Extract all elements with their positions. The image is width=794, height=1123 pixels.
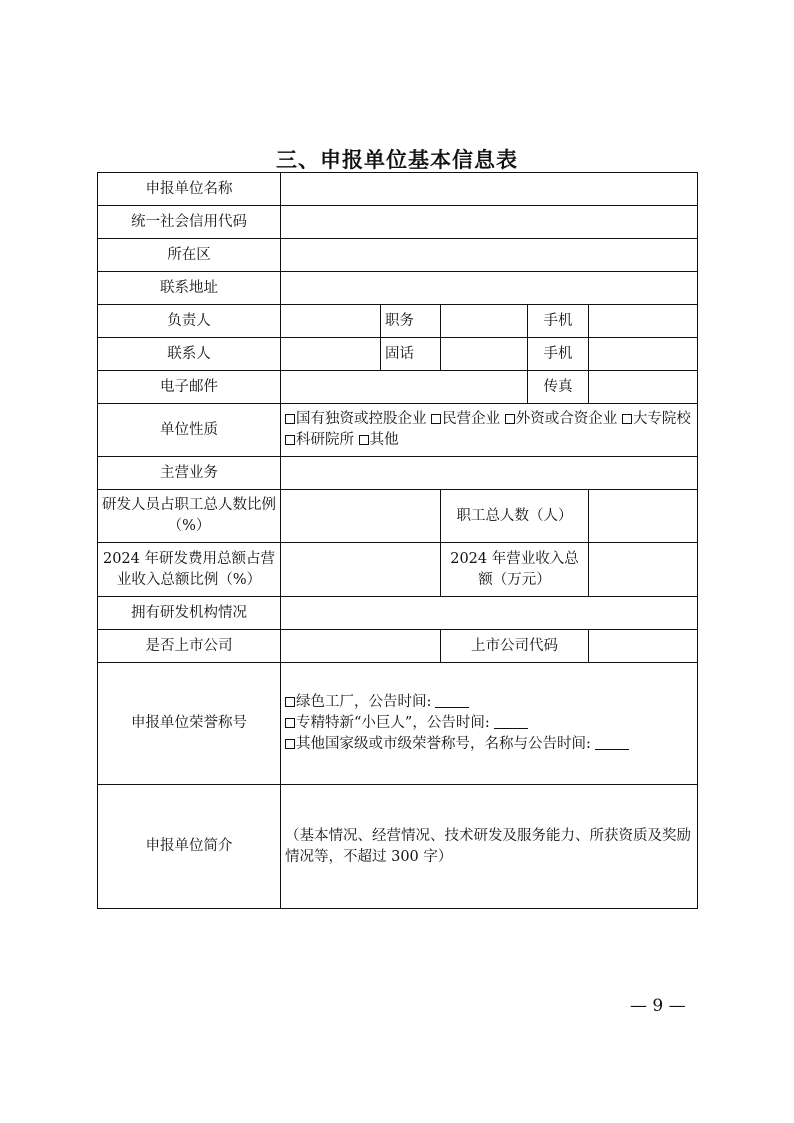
- mobile-label-1: 手机: [528, 305, 589, 338]
- stock-code-field[interactable]: [589, 630, 698, 663]
- option-research[interactable]: 科研院所: [285, 432, 354, 448]
- stock-code-label: 上市公司代码: [441, 630, 589, 663]
- option-private[interactable]: 民营企业: [431, 411, 500, 427]
- honors-options: [281, 663, 698, 785]
- listed-label: 是否上市公司: [98, 630, 281, 663]
- blank-line[interactable]: [494, 716, 528, 729]
- credit-code-field[interactable]: [281, 206, 698, 239]
- honors-label: 申报单位荣誉称号: [98, 663, 281, 785]
- checkbox-icon[interactable]: [359, 435, 369, 445]
- fax-label: 传真: [528, 371, 589, 404]
- mobile-field-2[interactable]: [589, 338, 698, 371]
- fax-field[interactable]: [589, 371, 698, 404]
- checkbox-icon[interactable]: [431, 414, 441, 424]
- page-title: 三、申报单位基本信息表: [276, 148, 518, 172]
- district-label: 所在区: [98, 239, 281, 272]
- checkbox-icon[interactable]: [285, 697, 295, 707]
- rd-institution-label: 拥有研发机构情况: [98, 597, 281, 630]
- intro-field[interactable]: （基本情况、经营情况、技术研发及服务能力、所获资质及奖励情况等，不超过 300 字）: [281, 785, 698, 909]
- intro-label: 申报单位简介: [98, 785, 281, 909]
- checkbox-icon[interactable]: [622, 414, 632, 424]
- blank-line[interactable]: [435, 695, 469, 708]
- rd-ratio-field[interactable]: [281, 490, 441, 543]
- checkbox-icon[interactable]: [505, 414, 515, 424]
- page-number: — 9 —: [630, 996, 686, 1016]
- email-field[interactable]: [281, 371, 528, 404]
- unit-type-options: [281, 404, 698, 457]
- option-state-owned[interactable]: 国有独资或控股企业: [285, 411, 427, 427]
- honor-other[interactable]: 其他国家级或市级荣誉称号，名称与公告时间:: [285, 734, 693, 755]
- checkbox-icon[interactable]: [285, 414, 295, 424]
- main-business-field[interactable]: [281, 457, 698, 490]
- total-staff-field[interactable]: [589, 490, 698, 543]
- revenue-field[interactable]: [589, 543, 698, 597]
- option-college[interactable]: 大专院校: [622, 411, 691, 427]
- rd-cost-ratio-label: 2024 年研发费用总额占营业收入总额比例（%）: [98, 543, 281, 597]
- address-label: 联系地址: [98, 272, 281, 305]
- landline-label: 固话: [381, 338, 441, 371]
- mobile-field-1[interactable]: [589, 305, 698, 338]
- landline-field[interactable]: [441, 338, 528, 371]
- rd-institution-field[interactable]: [281, 597, 698, 630]
- unit-type-label: 单位性质: [98, 404, 281, 457]
- contact-field[interactable]: [281, 338, 381, 371]
- leader-label: 负责人: [98, 305, 281, 338]
- option-other[interactable]: 其他: [359, 432, 399, 448]
- main-business-label: 主营业务: [98, 457, 281, 490]
- listed-field[interactable]: [281, 630, 441, 663]
- address-field[interactable]: [281, 272, 698, 305]
- position-label: 职务: [381, 305, 441, 338]
- honor-little-giant[interactable]: 专精特新“小巨人”，公告时间:: [285, 713, 693, 734]
- rd-cost-ratio-field[interactable]: [281, 543, 441, 597]
- honor-green-factory[interactable]: 绿色工厂，公告时间:: [285, 692, 693, 713]
- checkbox-icon[interactable]: [285, 718, 295, 728]
- checkbox-icon[interactable]: [285, 435, 295, 445]
- checkbox-icon[interactable]: [285, 739, 295, 749]
- unit-name-label: 申报单位名称: [98, 173, 281, 206]
- email-label: 电子邮件: [98, 371, 281, 404]
- leader-field[interactable]: [281, 305, 381, 338]
- total-staff-label: 职工总人数（人）: [441, 490, 589, 543]
- position-field[interactable]: [441, 305, 528, 338]
- unit-info-form: [97, 172, 698, 909]
- unit-name-field[interactable]: [281, 173, 698, 206]
- blank-line[interactable]: [595, 737, 629, 750]
- option-foreign[interactable]: 外资或合资企业: [505, 411, 618, 427]
- revenue-label: 2024 年营业收入总额（万元）: [441, 543, 589, 597]
- rd-ratio-label: 研发人员占职工总人数比例（%）: [98, 490, 281, 543]
- contact-label: 联系人: [98, 338, 281, 371]
- credit-code-label: 统一社会信用代码: [98, 206, 281, 239]
- mobile-label-2: 手机: [528, 338, 589, 371]
- district-field[interactable]: [281, 239, 698, 272]
